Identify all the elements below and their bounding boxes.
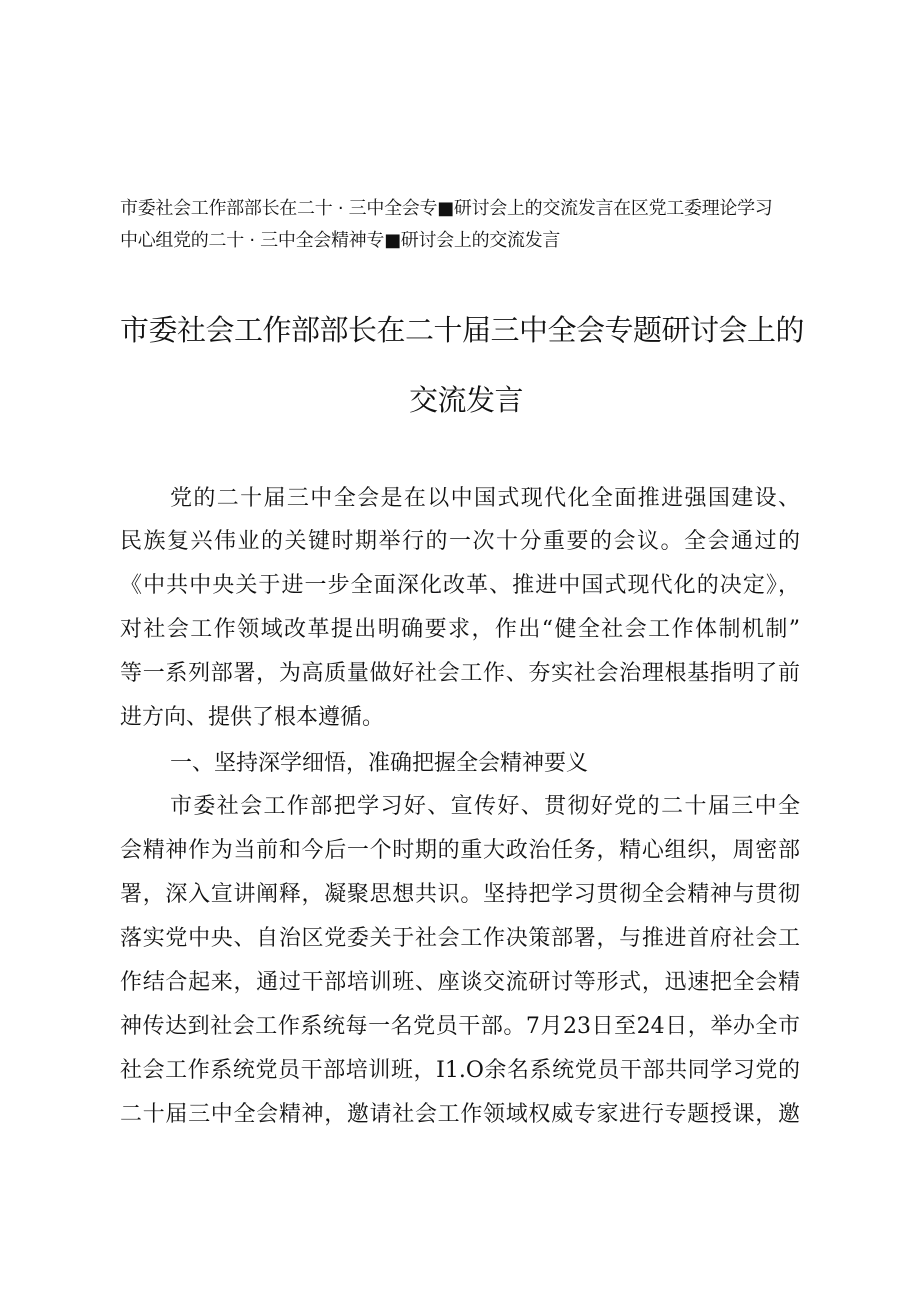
- paragraph-1-line: 对社会工作领域改革提出明确要求，作出“健全社会工作体制机制”: [120, 617, 800, 642]
- paragraph-2-line: 作结合起来，通过干部培训班、座谈交流研讨等形式，迅速把全会精: [120, 970, 800, 995]
- paragraph-1-line: 民族复兴伟业的关键时期举行的一次十分重要的会议。全会通过的: [120, 529, 800, 554]
- paragraph-1-line: 进方向、提供了根本遵循。: [120, 705, 385, 730]
- paragraph-2-line: 落实党中央、自治区党委关于社会工作决策部署，与推进首府社会工: [120, 926, 800, 951]
- document-title-line-2: 交流发言: [409, 383, 524, 417]
- paragraph-2-line: 社会工作系统党员干部培训班，I1.O余名系统党员干部共同学习党的: [120, 1058, 800, 1083]
- paragraph-2-line: 二十届三中全会精神，邀请社会工作领域权威专家进行专题授课，邀: [120, 1102, 800, 1127]
- section-1-heading: 一、坚持深学细悟，准确把握全会精神要义: [170, 751, 589, 776]
- paragraph-2-line: 神传达到社会工作系统每一名党员干部。7月23日至24日，举办全市: [120, 1014, 800, 1039]
- paragraph-2-line: 署，深入宣讲阐释，凝聚思想共识。坚持把学习贯彻全会精神与贯彻: [120, 882, 800, 907]
- document-header-line-1: 市委社会工作部部长在二十 · 三中全会专■研讨会上的交流发言在区党工委理论学习: [120, 198, 773, 219]
- document-header-line-2: 中心组党的二十 · 三中全会精神专■研讨会上的交流发言: [120, 230, 561, 251]
- paragraph-1-line: 党的二十届三中全会是在以中国式现代化全面推进强国建设、: [170, 486, 800, 511]
- paragraph-1-line: 《中共中央关于进一步全面深化改革、推进中国式现代化的决定》，: [120, 573, 800, 598]
- paragraph-2-line: 市委社会工作部把学习好、宣传好、贯彻好党的二十届三中全: [170, 794, 800, 819]
- document-title-line-1: 市委社会工作部部长在二十届三中全会专题研讨会上的: [120, 313, 805, 347]
- paragraph-2-line: 会精神作为当前和今后一个时期的重大政治任务，精心组织，周密部: [120, 838, 800, 863]
- paragraph-1-line: 等一系列部署，为高质量做好社会工作、夯实社会治理根基指明了前: [120, 661, 800, 686]
